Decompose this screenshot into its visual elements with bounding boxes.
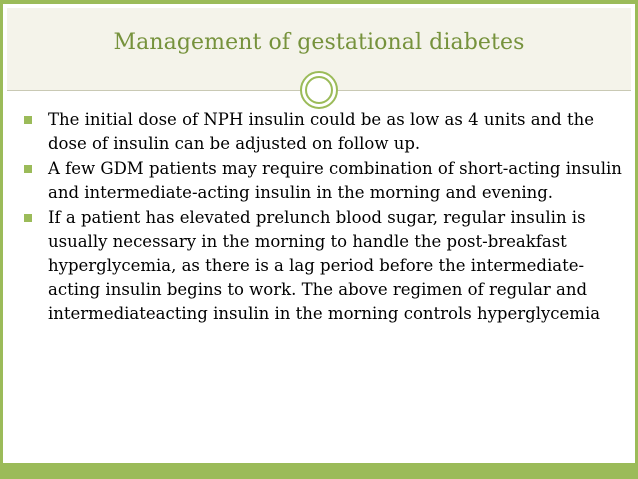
- bullet-item: [22, 206, 622, 326]
- circle-ornament-icon: [299, 70, 339, 110]
- bullet-item: [22, 108, 622, 156]
- bullet-item: [22, 157, 622, 205]
- bullet-text: The initial dose of NPH insulin could be as low as 4 units and the dose of insulin can be adjusted on follow up.: [48, 110, 594, 153]
- square-bullet-icon: [24, 116, 32, 124]
- slide-border-left: [0, 0, 3, 479]
- bullet-list: [22, 108, 622, 327]
- slide-border-top: [0, 0, 638, 4]
- bullet-text: A few GDM patients may require combination of short-acting insulin and intermediate-acting insulin in the morning and evening.: [48, 159, 622, 202]
- slide-title: Management of gestational diabetes: [113, 30, 525, 55]
- slide-footer-bar: [0, 463, 638, 479]
- square-bullet-icon: [24, 165, 32, 173]
- bullet-text: If a patient has elevated prelunch blood sugar, regular insulin is usually necessary in the morning to handle the post-breakfast hyperglycemia, as there is a lag period before the intermediate-acting insulin begins to work. The above regimen of regular and intermediateacting insulin in the morning controls hyperglycemia: [48, 208, 601, 323]
- square-bullet-icon: [24, 214, 32, 222]
